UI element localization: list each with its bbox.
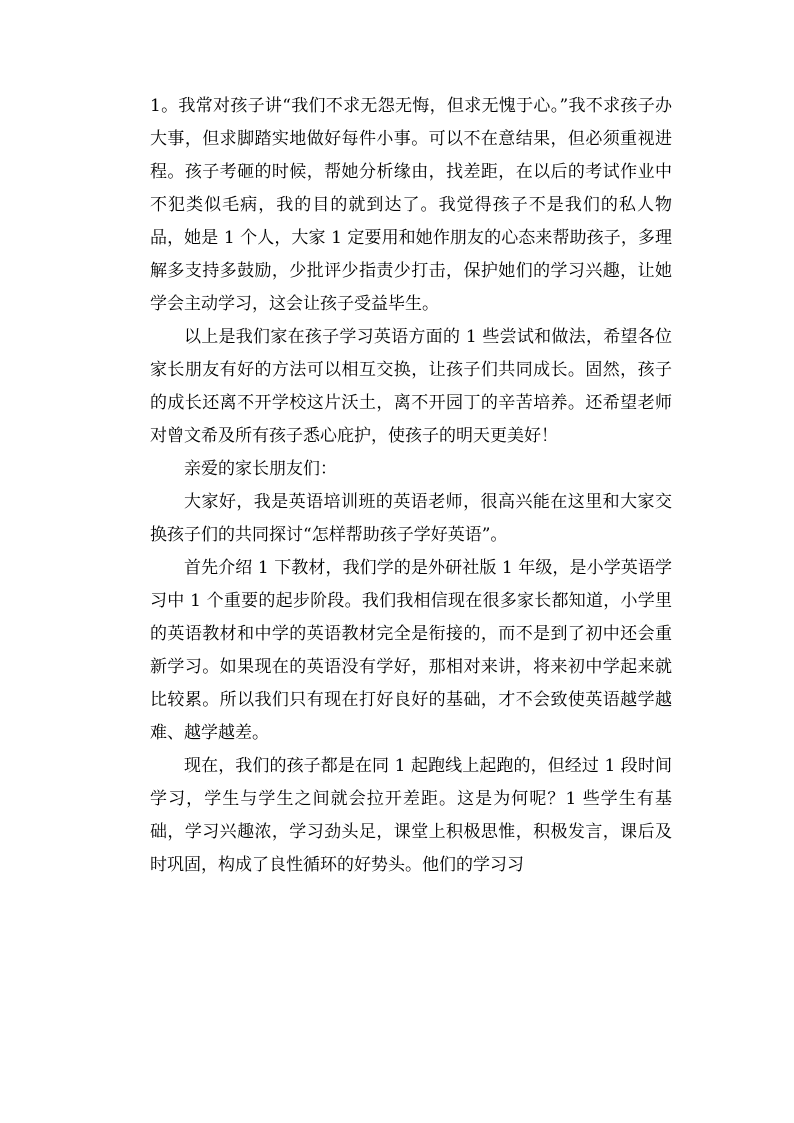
paragraph-1: 1。我常对孩子讲“我们不求无怨无悔，但求无愧于心。”我不求孩子办大事，但求脚踏实地做好每件小事。可以不在意结果，但必须重视进程。孩子考砸的时候，帮她分析缘由，找差距，在以后的考试作业中不犯类似毛病，我的目的就到达了。我觉得孩子不是我们的私人物品，她是 1 个人，大家 1 定要用和她作朋友的心态来帮助孩子，多理解多支持多鼓励，少批评少指责少打击，保护她们的学习兴趣，让她学会主动学习，这会让孩子受益毕生。 (150, 96, 672, 314)
paragraph-3: 大家好，我是英语培训班的英语老师，很高兴能在这里和大家交换孩子们的共同探讨“怎样帮助孩子学好英语”。 (150, 492, 672, 545)
salutation: 亲爱的家长朋友们： (184, 459, 337, 479)
paragraph-5: 现在，我们的孩子都是在同 1 起跑线上起跑的，但经过 1 段时间学习，学生与学生之间就会拉开差距。这是为何呢？1 些学生有基础，学习兴趣浓，学习劲头足，课堂上积极思惟，积极发言，课后及时巩固，构成了良性循环的好势头。他们的学习习 (150, 756, 672, 875)
paragraph-2: 以上是我们家在孩子学习英语方面的 1 些尝试和做法，希望各位家长朋友有好的方法可以相互交换，让孩子们共同成长。固然，孩子的成长还离不开学校这片沃土，离不开园丁的辛苦培养。还希望老师对曾文希及所有孩子悉心庇护，使孩子的明天更美好！ (150, 327, 672, 446)
document-body (150, 90, 672, 882)
paragraph-4: 首先介绍 1 下教材，我们学的是外研社版 1 年级，是小学英语学习中 1 个重要的起步阶段。我们我相信现在很多家长都知道，小学里的英语教材和中学的英语教材完全是衔接的，而不是到了初中还会重新学习。如果现在的英语没有学好，那相对来讲，将来初中学起来就比较累。所以我们只有现在打好良好的基础，才不会致使英语越学越难、越学越差。 (150, 558, 672, 743)
